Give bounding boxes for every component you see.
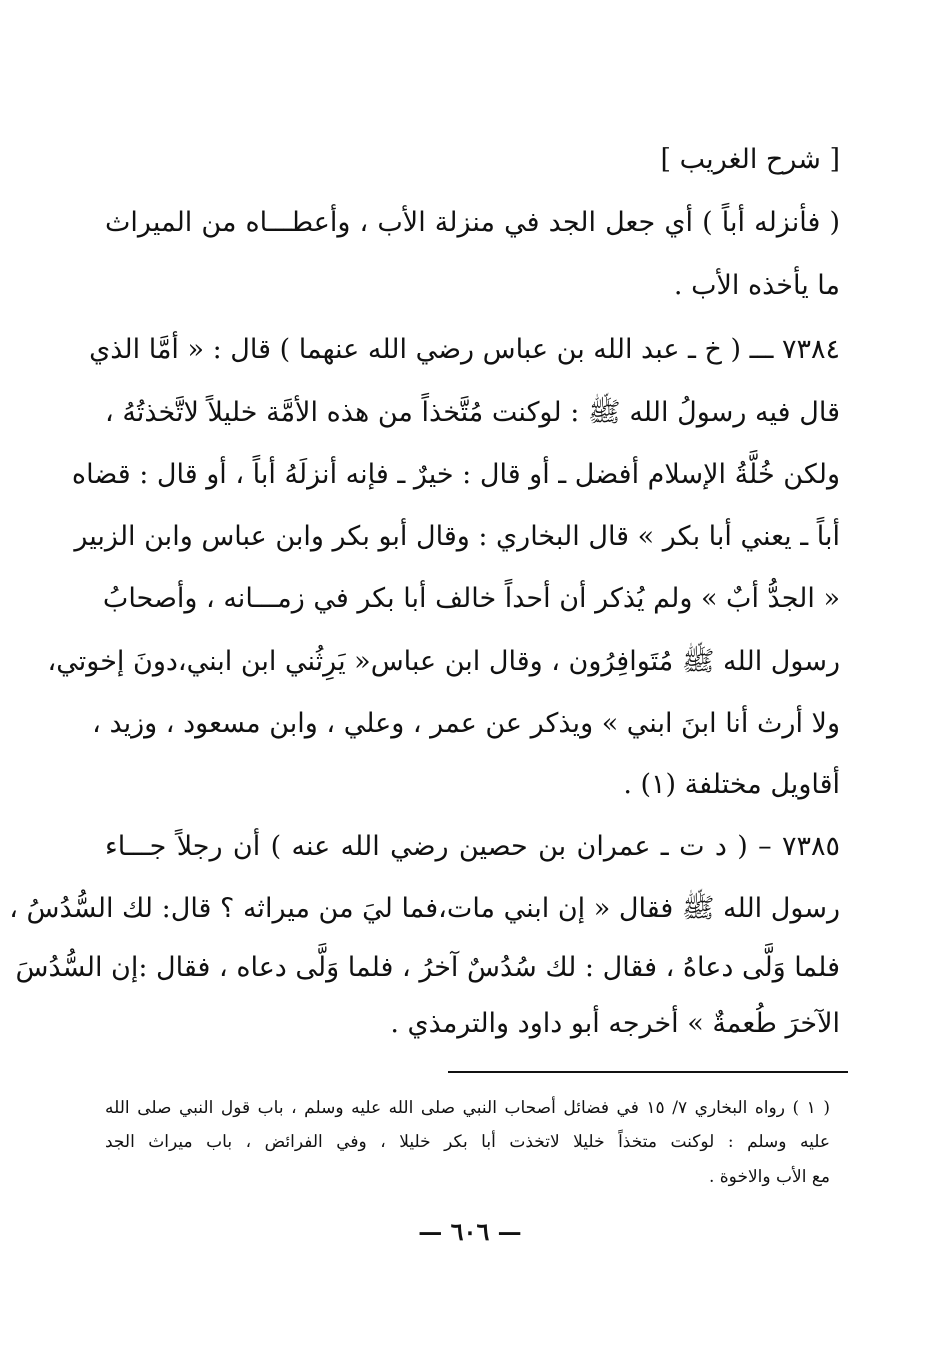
hadith-7384-line-3: ولكن خُلَّةُ الإسلام أفضل ـ أو قال : خيرٌ ـ فإنه أنزلَهُ أباً ، أو قال : قضاه — [71, 459, 840, 490]
hadith-7385-line-3: فلما وَلَّى دعاهُ ، فقال : لك سُدُسٌ آخرُ ، فلما وَلَّى دعاه ، فقال :إن السُّدُسَ — [15, 952, 840, 983]
section-heading: [ شرح الغريب ] — [660, 144, 840, 175]
hadith-7384-line-8: أقاويل مختلفة (١) . — [623, 769, 840, 800]
body-line-1: ( فأنزله أباً ) أي جعل الجد في منزلة الأب ، وأعطـــاه من الميراث — [105, 207, 840, 238]
page-number: — ٦٠٦ — — [418, 1217, 522, 1246]
footnote-line-2: عليه وسلم : لوكنت متخذاً خليلا لاتخذت أبا بكر خليلا ، وفي الفرائض ، باب ميراث الجد — [105, 1132, 830, 1152]
hadith-7384-line-7: ولا أرث أنا ابنَ ابني » ويذكر عن عمر ، وعلي ، وابن مسعود ، وزيد ، — [92, 708, 840, 739]
hadith-7384-line-6: رسول الله ﷺ مُتَوافِرُون ، وقال ابن عباس« يَرِثُني ابن ابني،دونَ إخوتي، — [47, 646, 840, 677]
hadith-7384-line-5: « الجدُّ أبٌ » ولم يُذكر أن أحداً خالف أبا بكر في زمـــانه ، وأصحابُ — [102, 583, 840, 614]
footnote-line-3: مع الأب والاخوة . — [708, 1167, 830, 1187]
hadith-7385-line-2: رسول الله ﷺ فقال « إن ابني مات،فما ليَ من ميراثه ؟ قال: لك السُّدُسُ ، — [9, 893, 840, 924]
footnote-divider — [448, 1071, 848, 1073]
footnote-line-1: ( ١ ) رواه البخاري ٧/ ١٥ في فضائل أصحاب النبي صلى الله عليه وسلم ، باب قول النبي صلى الله — [105, 1098, 830, 1118]
body-line-2: ما يأخذه الأب . — [673, 270, 840, 301]
hadith-7385-line-1: ٧٣٨٥ – ( د ت ـ عمران بن حصين رضي الله عنه ) أن رجلاً جـــاء — [105, 831, 840, 862]
hadith-7384-line-1: ٧٣٨٤ ـــ ( خ ـ عبد الله بن عباس رضي الله عنهما ) قال : « أمَّا الذي — [89, 334, 840, 365]
hadith-7384-line-4: أباً ـ يعني أبا بكر » قال البخاري : وقال أبو بكر وابن عباس وابن الزبير — [74, 521, 840, 552]
hadith-7385-line-4: الآخرَ طُعمةٌ » أخرجه أبو داود والترمذي . — [390, 1008, 840, 1039]
hadith-7384-line-2: قال فيه رسولُ الله ﷺ : لوكنت مُتَّخذاً من هذه الأمَّة خليلاً لاتَّخذتُهُ ، — [105, 397, 840, 428]
